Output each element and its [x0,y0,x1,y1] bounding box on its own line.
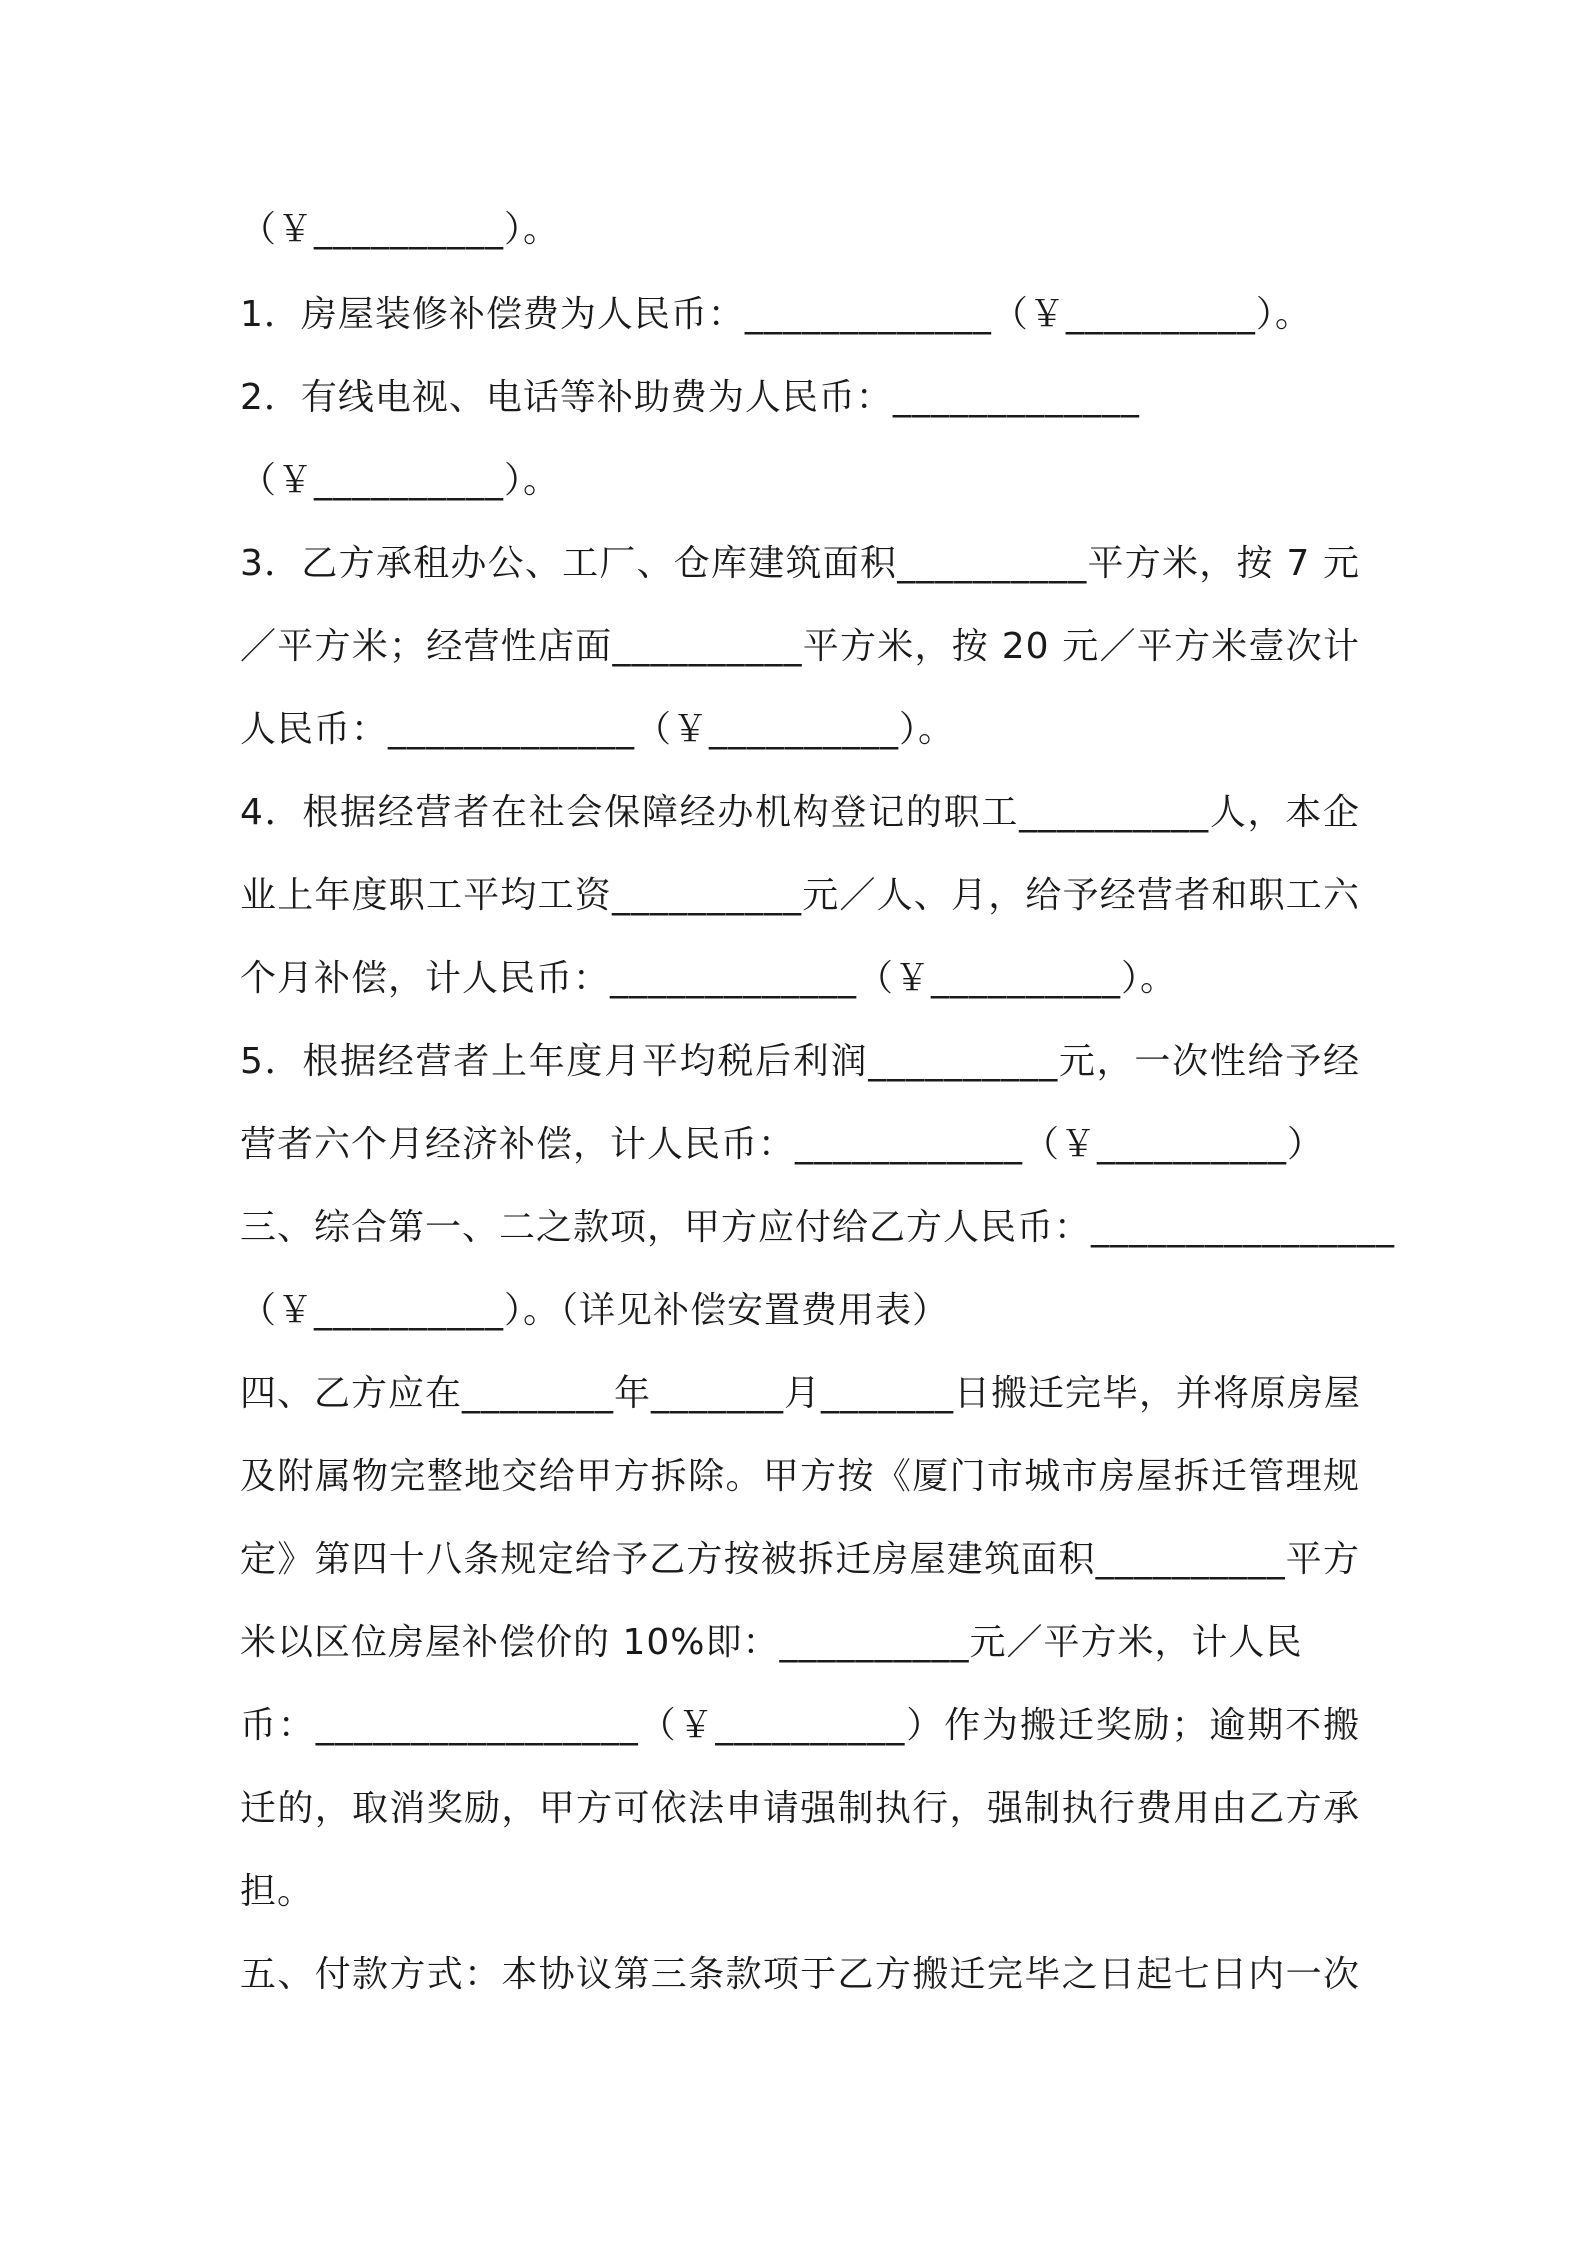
clause-4-line-2: 业上年度职工平均工资__________元／人、月，给予经营者和职工六 [240,875,1360,916]
clause-3-line-1: 3．乙方承租办公、工厂、仓库建筑面积__________平方米，按 7 元 [240,543,1360,584]
clause-3-line-2: ／平方米；经营性店面__________平方米，按 20 元／平方米壹次计 [240,626,1360,667]
clause-4-line-1: 4．根据经营者在社会保障经办机构登记的职工__________人，本企 [240,792,1360,833]
clause-1-decoration-compensation: 1．房屋装修补偿费为人民币：_____________（￥__________）。 [240,294,1312,335]
section-4-line-3: 定》第四十八条规定给予乙方按被拆迁房屋建筑面积__________平方 [240,1539,1360,1580]
section-4-line-4: 米以区位房屋补偿价的 10%即：__________元／平方米，计人民 [240,1622,1303,1663]
section-5-line-1: 五、付款方式：本协议第三条款项于乙方搬迁完毕之日起七日内一次 [240,1954,1360,1995]
clause-5-line-1: 5．根据经营者上年度月平均税后利润__________元，一次性给予经 [240,1041,1360,1082]
clause-3-line-3: 人民币：_____________（￥__________）。 [240,709,956,750]
clause-2-amount-yuan: （￥__________）。 [240,460,561,501]
clause-2-tv-phone-subsidy: 2．有线电视、电话等补助费为人民币：_____________ [240,377,1140,418]
section-4-line-5: 币：_________________（￥__________）作为搬迁奖励；逾期不搬 [240,1705,1360,1746]
clause-5-line-2: 营者六个月经济补偿，计人民币：____________（￥__________） [240,1124,1325,1165]
section-4-line-7: 担。 [240,1871,315,1912]
section-3-line-2: （￥__________）。（详见补偿安置费用表） [240,1290,950,1331]
amount-line-yuan: （￥__________）。 [240,209,561,250]
clause-4-line-3: 个月补偿，计人民币：_____________（￥__________）。 [240,958,1178,999]
section-4-line-6: 迁的，取消奖励，甲方可依法申请强制执行，强制执行费用由乙方承 [240,1788,1360,1829]
section-4-line-2: 及附属物完整地交给甲方拆除。甲方按《厦门市城市房屋拆迁管理规 [240,1456,1360,1497]
section-3-line-1: 三、综合第一、二之款项，甲方应付给乙方人民币：________________ [240,1207,1396,1248]
section-4-line-1: 四、乙方应在________年_______月_______日搬迁完毕，并将原房屋 [240,1373,1362,1414]
